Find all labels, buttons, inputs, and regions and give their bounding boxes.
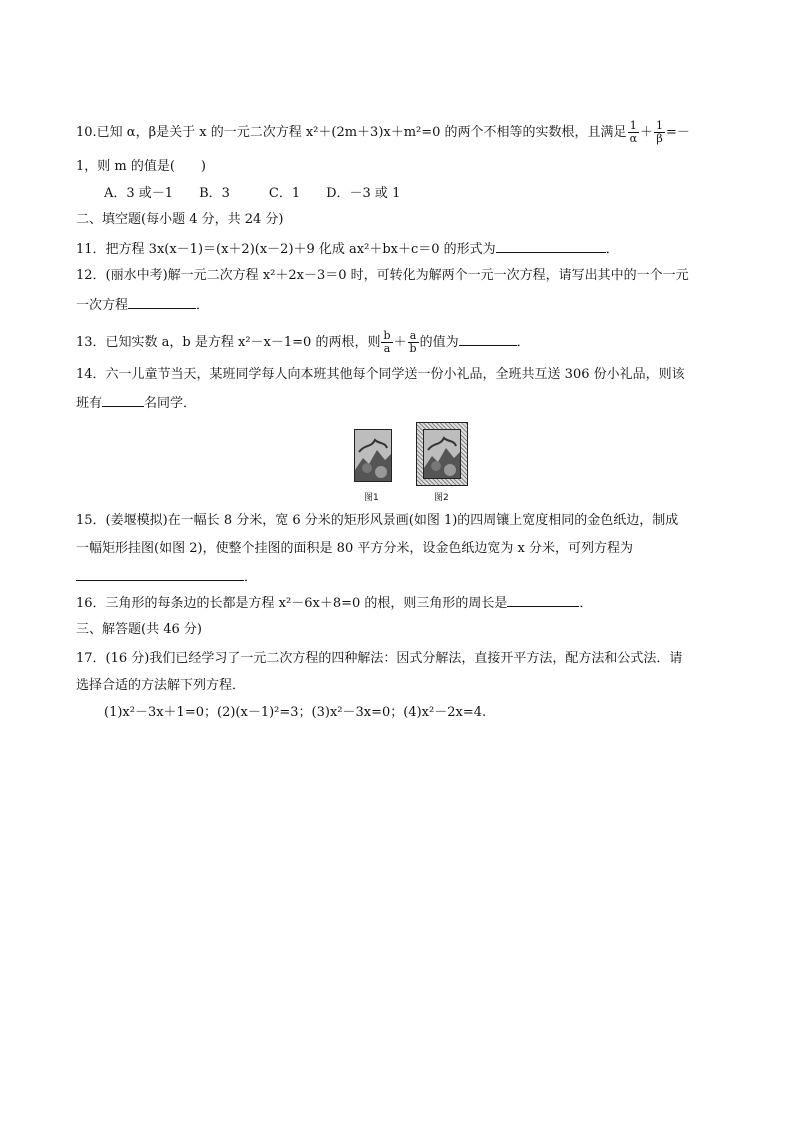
question-15-line-3: ． <box>76 568 257 587</box>
question-13: 13．已知实数 a，b 是方程 x²－x－1=0 的两根，则 $\frac{b}{a}$ ＋ $\frac{a}{b}$ 的值为 ． <box>76 329 530 355</box>
question-10-line-1: 10.已知 α，β是关于 x 的一元二次方程 x²＋(2m＋3)x＋m²=0 的两个不相等的实数根，且满足 $\frac{1}{\alpha}$ ＋ $\frac{1}{\beta}$ =－ <box>76 119 690 145</box>
figure-2-caption: 图2 <box>434 493 449 503</box>
figures <box>352 420 472 510</box>
painting-inner-image <box>423 429 461 479</box>
question-17-line-1: 17．(16 分)我们已经学习了一元二次方程的四种解法：因式分解法，直接开平方法，配方法和公式法．请 <box>76 651 683 666</box>
answer-blank[interactable] <box>76 568 244 581</box>
answer-blank[interactable] <box>128 296 196 309</box>
question-11: 11．把方程 3x(x－1)＝(x＋2)(x－2)＋9 化成 ax²＋bx＋c＝0 的形式为 ． <box>76 242 619 257</box>
question-15-line-2: 一幅矩形挂图(如图 2)，使整个挂图的面积是 80 平方分米，设金色纸边宽为 x 分米，可列方程为 <box>76 541 633 556</box>
section-heading-fill-blank: 二、填空题(每小题 4 分，共 24 分) <box>76 212 284 227</box>
figure-2-framed-painting-image <box>416 422 468 486</box>
answer-blank[interactable] <box>459 333 517 346</box>
question-12-line-2: 一次方程 ． <box>76 298 210 313</box>
figure-1-painting-image <box>354 429 392 482</box>
question-16: 16．三角形的每条边的长都是方程 x²－6x＋8=0 的根，则三角形的周长是 ． <box>76 596 593 611</box>
q10-text: 10.已知 α，β是关于 x 的一元二次方程 x²＋(2m＋3)x＋m²=0 的两个不相等的实数根，且满足 <box>76 125 627 140</box>
figure-1-caption: 图1 <box>364 493 379 503</box>
question-12-line-1: 12．(丽水中考)解一元二次方程 x²＋2x－3＝0 时，可转化为解两个一元一次方程，请写出其中的一个一元 <box>76 268 689 283</box>
fraction-b-over-a: $\frac{b}{a}$ <box>383 329 391 355</box>
question-17-line-2: 选择合适的方法解下列方程． <box>76 678 246 693</box>
fraction-1-over-beta: $\frac{1}{\beta}$ <box>656 119 664 145</box>
question-15-line-1: 15．(姜堰模拟)在一幅长 8 分米，宽 6 分米的矩形风景画(如图 1)的四周镶上宽度相同的金色纸边，制成 <box>76 513 679 528</box>
fraction-1-over-alpha: $\frac{1}{\alpha}$ <box>629 119 637 145</box>
question-17-equations: (1)x²－3x＋1=0；(2)(x－1)²=3；(3)x²－3x=0；(4)x²－2x=4. <box>104 705 487 720</box>
answer-blank[interactable] <box>496 240 606 253</box>
answer-blank[interactable] <box>507 594 579 607</box>
question-10-line-2: 1，则 m 的值是( ) <box>76 159 207 174</box>
question-10-options: A．3 或－1 B．3 C．1 D．－3 或 1 <box>104 186 401 201</box>
answer-blank[interactable] <box>102 394 144 407</box>
section-heading-solve: 三、解答题(共 46 分) <box>76 622 202 637</box>
question-14-line-2: 班有 名同学． <box>76 396 197 411</box>
fraction-a-over-b: $\frac{a}{b}$ <box>409 329 417 355</box>
question-14-line-1: 14．六一儿童节当天，某班同学每人向本班其他每个同学送一份小礼品，全班共互送 306 份小礼品，则该 <box>76 367 685 382</box>
